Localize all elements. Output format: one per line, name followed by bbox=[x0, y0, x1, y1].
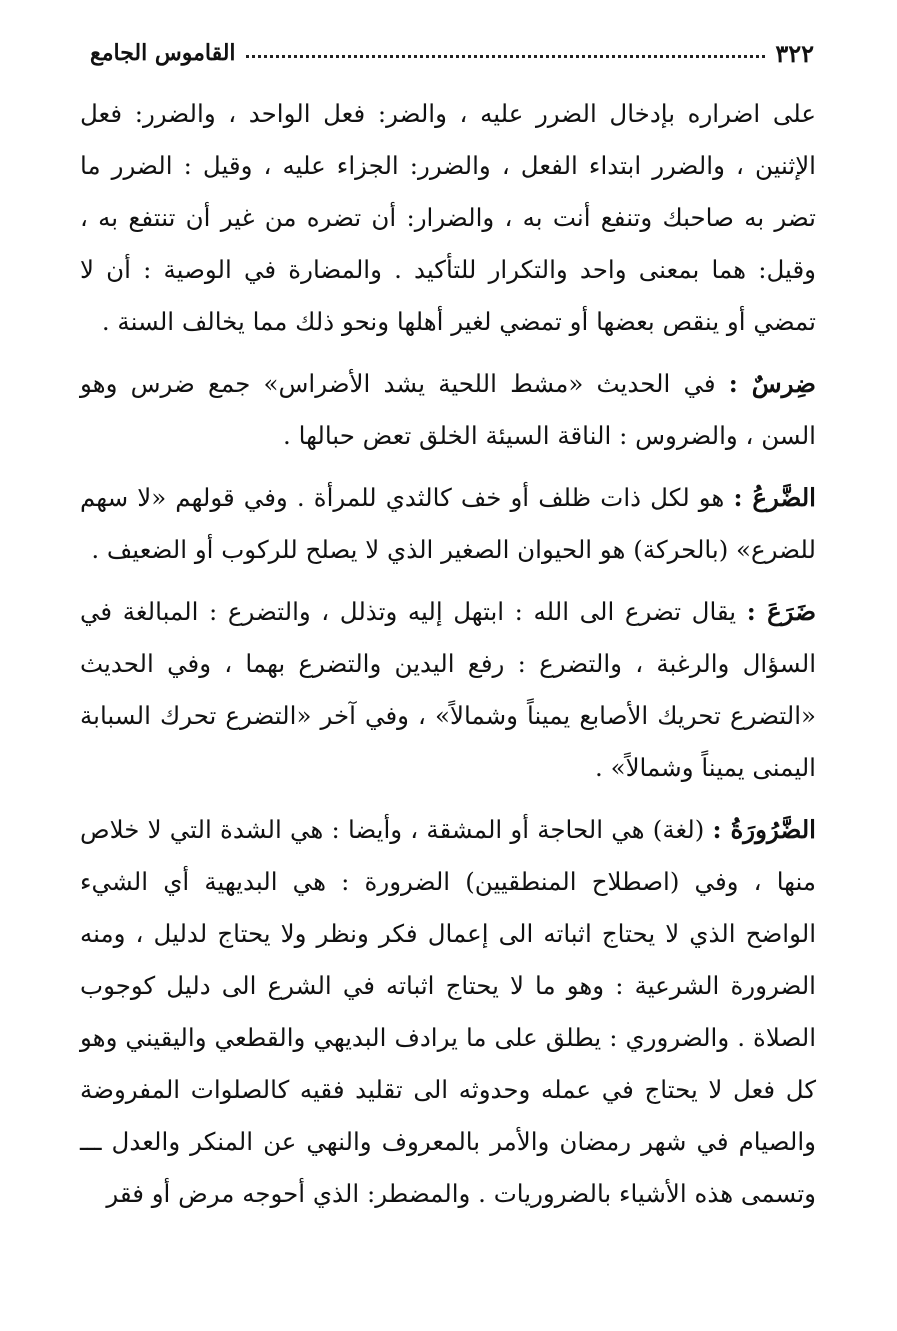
entry-headword: الضَّرُورَةُ : bbox=[712, 815, 816, 844]
entry-paragraph bbox=[80, 586, 816, 794]
entry-headword: ضِرسٌ : bbox=[728, 369, 816, 398]
book-title: القاموس الجامع bbox=[90, 40, 236, 66]
entry-headword: ضَرَعَ : bbox=[746, 597, 817, 626]
entry-text: في الحديث «مشط اللحية يشد الأضراس» جمع ضرس وهو السن ، والضروس : الناقة السيئة الخلق تعض حبالها . bbox=[80, 369, 816, 450]
header-dot-leader bbox=[246, 55, 766, 58]
entry-paragraph bbox=[80, 804, 816, 1220]
entry-headword: الضَّرعُ : bbox=[733, 483, 816, 512]
entry-paragraph bbox=[80, 358, 816, 462]
page-number: ٣٢٢ bbox=[775, 38, 814, 68]
entry-text: (لغة) هي الحاجة أو المشقة ، وأيضا : هي الشدة التي لا خلاص منها ، وفي (اصطلاح المنطقيين) الضرورة : هي البديهية أي الشيء الواضح الذي لا يحتاج اثباته الى إعمال فكر ونظر ولا يحتاج لدليل ، ومنه الضرورة الشرعية : وهو ما لا يحتاج اثباته في الشرع الى دليل كوجوب الصلاة . والضروري : يطلق على ما يرادف البديهي والقطعي واليقيني وهو كل فعل لا يحتاج في عمله وحدوثه الى تقليد فقيه كالصلوات المفروضة والصيام في شهر رمضان والأمر بالمعروف والنهي عن المنكر والعدل ـــ وتسمى هذه الأشياء بالضروريات . والمضطر: الذي أحوجه مرض أو فقر bbox=[80, 815, 816, 1208]
entry-text: على اضراره بإدخال الضرر عليه ، والضر: فعل الواحد ، والضرر: فعل الإثنين ، والضرر ابتداء الفعل ، والضرر: الجزاء عليه ، وقيل : الضرر ما تضر به صاحبك وتنفع أنت به ، والضرار: أن تضره من غير أن تنتفع به ، وقيل: هما بمعنى واحد والتكرار للتأكيد . والمضارة في الوصية : أن لا تمضي أو ينقص بعضها أو تمضي لغير أهلها ونحو ذلك مما يخالف السنة . bbox=[80, 99, 816, 336]
entry-text: يقال تضرع الى الله : ابتهل إليه وتذلل ، والتضرع : المبالغة في السؤال والرغبة ، والتضرع : رفع اليدين والتضرع بهما ، وفي الحديث «التضرع تحريك الأصابع يميناً وشمالاً» ، وفي آخر «التضرع تحرك السبابة اليمنى يميناً وشمالاً» . bbox=[80, 597, 816, 782]
page-body bbox=[80, 88, 816, 1230]
entry-paragraph bbox=[80, 472, 816, 576]
entry-text: هو لكل ذات ظلف أو خف كالثدي للمرأة . وفي قولهم «لا سهم للضرع» (بالحركة) هو الحيوان الصغير الذي لا يصلح للركوب أو الضعيف . bbox=[80, 483, 816, 564]
running-header bbox=[90, 28, 814, 78]
entry-paragraph bbox=[80, 88, 816, 348]
